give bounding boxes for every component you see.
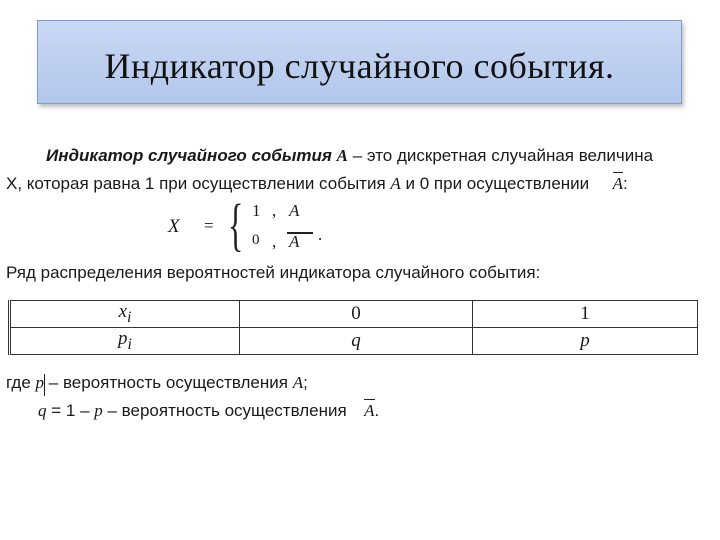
note2-var2: p [94,401,103,420]
table-row [10,301,698,328]
note-line-2 [38,401,379,421]
note2-end: . [374,401,380,420]
row-label-x: $x_i$ [10,301,240,328]
formula-eq: = [204,216,214,235]
definition-event: A [336,146,348,165]
slide-title: Индикатор случайного события. [104,46,615,86]
note1-event: A [292,373,304,392]
definition-line-2 [6,174,628,194]
formula-lhs: X [168,216,180,237]
formula-case1-value: 1 [252,201,261,220]
definition-line2-prefix: X, которая равна 1 при осуществлении события [6,174,386,193]
definition-rest: это дискретная случайная величина [366,146,654,165]
cell-p-1: p [473,327,698,354]
formula-case2-cond: A [289,232,300,251]
table-row [10,327,698,354]
note2-eq: = 1 – [51,401,90,420]
formula-brace: { [228,192,244,257]
note2-text: – вероятность осуществления [107,401,347,420]
cell-x-1: 1 [473,301,698,328]
formula-case2-value: 0 [252,232,260,248]
definition-line-1 [46,146,653,166]
cell-p-0: q [240,327,473,354]
definition-line2-mid: и 0 при осуществлении [405,174,590,193]
definition-line2-end: : [623,174,628,193]
note1-var: p [35,373,45,392]
note1-text: – вероятность осуществления [48,373,288,392]
cell-x-0: 0 [240,301,473,328]
formula-case1-comma: , [272,201,277,220]
row-label-p: $p_i$ [10,327,240,354]
formula-case2-overline [287,232,313,234]
note1-prefix: где [6,373,31,392]
definition-term: Индикатор случайного события [46,146,332,165]
text-cursor [44,374,45,396]
definition-dash: – [352,146,363,165]
definition-line2-event: A [390,174,401,193]
slide-title-box [37,20,682,104]
formula-case2-comma: , [272,232,277,251]
formula-period: . [318,225,323,244]
definition-line2-event-bar: A [612,174,624,193]
distribution-table [8,300,698,355]
note2-var: q [38,401,47,420]
note2-event-bar: A [364,401,375,420]
formula-case1-cond: A [289,201,300,220]
note-line-1 [6,373,308,393]
distribution-heading: Ряд распределения вероятностей индикатора случайного события: [6,263,541,282]
note1-end: ; [303,373,308,392]
